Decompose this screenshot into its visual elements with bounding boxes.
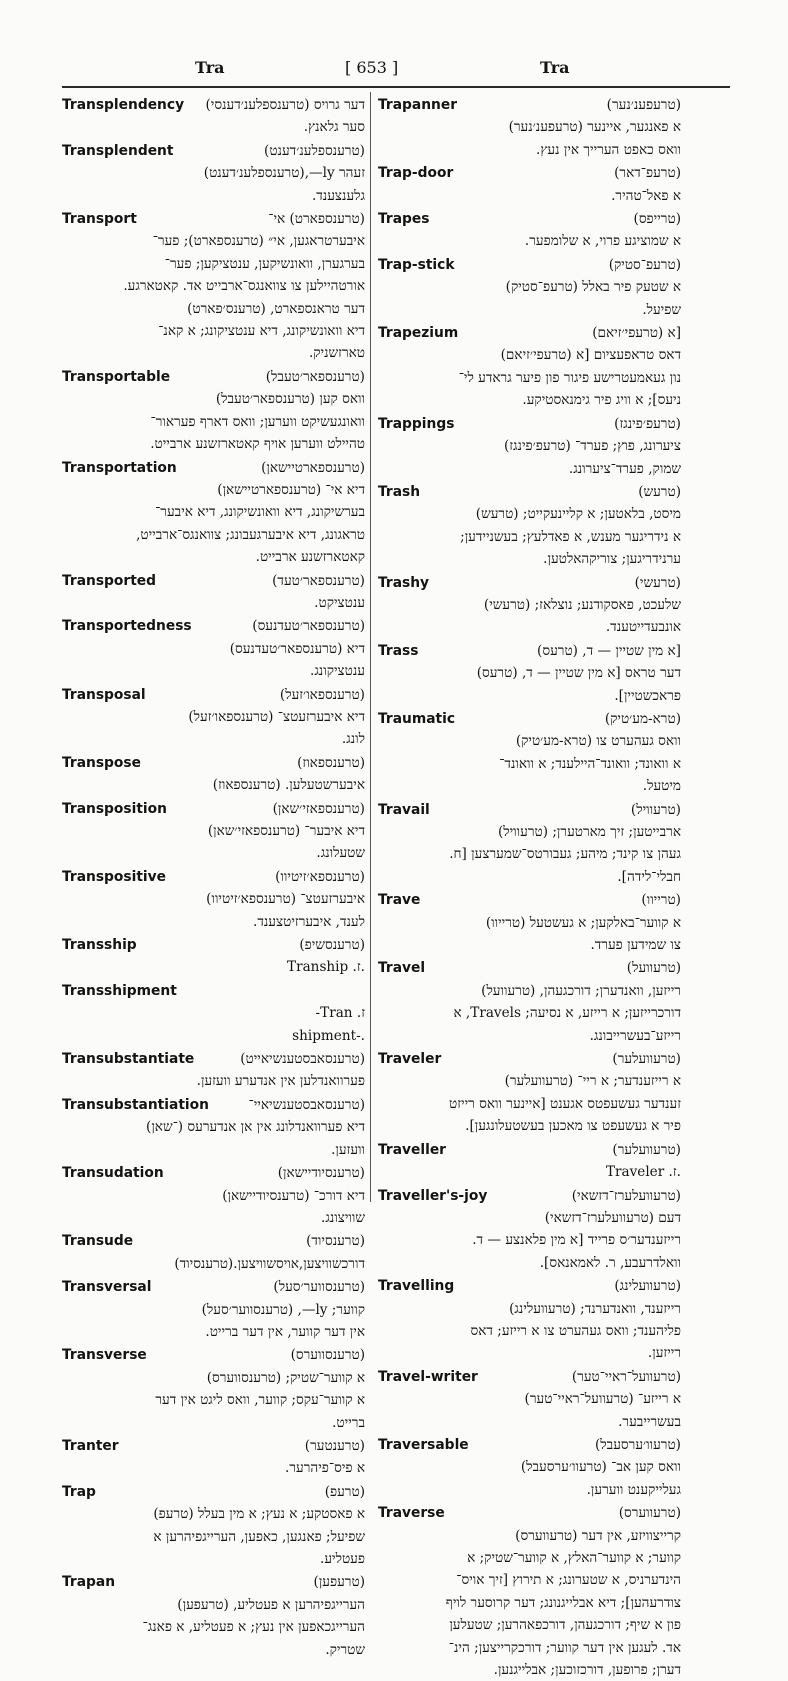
entry-definition-line: א פיס־פיהרער. — [285, 1460, 365, 1477]
entry-definition-line: .-shipment — [292, 1027, 365, 1044]
entry-first-line — [378, 1048, 681, 1070]
entry-headword: Transship — [62, 937, 137, 954]
entry-pronunciation: (טרענספאר׳טעד) — [272, 572, 365, 589]
entry-definition-line: קווער; ly—, (טרענסווער׳סעל) — [201, 1301, 365, 1318]
entry-headword: Transpositive — [62, 868, 167, 885]
entry-first-line — [62, 684, 365, 706]
entry-definition-line: דיא (טרענספאר׳טעדנעס) — [229, 640, 365, 657]
entry-pronunciation: (טרענסאבסטענשיאיי־ — [248, 1096, 365, 1113]
entry-headword: Transportable — [62, 368, 171, 385]
entry-first-line — [378, 708, 681, 730]
entry-pronunciation: (טרענטער) — [304, 1437, 365, 1454]
entry-definition-line: וואלדרעבע, ר. לאמאנאס]. — [539, 1254, 681, 1271]
entry-definition-line: אד. לעגען אין דער קווער; דורכקרייצען; הינ־ — [448, 1639, 681, 1656]
entry-definition-line: טראגונג, דיא איבערגעבונג; צוואנגס־ארבייט, — [136, 526, 365, 543]
entry-definition-line: חבלי־לידה]. — [617, 868, 681, 885]
entry-pronunciation: (טרענסאבסטענשיאייט) — [240, 1051, 365, 1068]
entry-pronunciation: (טרענספארט) אי־ — [268, 211, 365, 228]
dictionary-entry — [62, 1571, 365, 1661]
dictionary-entry — [378, 1366, 681, 1433]
dictionary-entry — [62, 615, 365, 682]
entry-pronunciation: (טרעש) — [638, 483, 681, 500]
entry-headword: Trap-stick — [378, 256, 455, 273]
entry-definition-line: דאס טראפעציום [א (טרעפי׳זיאם) — [500, 347, 681, 364]
entry-headword: Traveller — [378, 1141, 446, 1158]
entry-definition-line: וואס קען (טרענספאר׳טעבל) — [215, 391, 365, 408]
dictionary-entry — [378, 708, 681, 798]
entry-definition-line: ניעס]; א וויג פיר גימנאסטיקע. — [522, 392, 681, 409]
entry-first-line — [378, 1434, 681, 1456]
entry-first-line — [378, 572, 681, 594]
dictionary-entry — [62, 1162, 365, 1229]
entry-definition-line: דיא אי־ (טרענספארטיישאן) — [217, 481, 365, 498]
entry-definition-line: זענדער געשעפטס אגענט [איינער וואס רייזט — [449, 1095, 681, 1112]
entry-definition-line: וואס כאפט הערייך אין נעץ. — [536, 141, 681, 158]
entry-pronunciation: (טרענספאזי׳שאן) — [272, 800, 365, 817]
entry-first-line — [62, 934, 365, 956]
entry-headword: Trass — [378, 642, 419, 659]
entry-headword: Transubstantiation — [62, 1096, 209, 1113]
dictionary-entry — [62, 1048, 365, 1093]
entry-definition-line: וועזען. — [331, 1141, 365, 1158]
entry-definition-line: דער טראס [א מין שטיין — ד, (טרעס) — [476, 665, 681, 682]
right-column — [378, 94, 681, 1679]
dictionary-entry — [378, 1139, 681, 1184]
header-guide-word-left: Tra — [195, 58, 225, 77]
entry-definition-line: דער טראנספארט, (טרענס׳פארט) — [187, 300, 365, 317]
entry-first-line — [62, 1481, 365, 1503]
entry-definition-line: א פאל־טהיר. — [611, 187, 681, 204]
entry-headword: Traumatic — [378, 710, 456, 727]
dictionary-entry — [62, 866, 365, 933]
entry-headword: Transshipment — [62, 982, 177, 999]
entry-definition-line: דורכשוויצען,אויסשוויצען.(טרענסיוד) — [174, 1255, 365, 1272]
entry-first-line — [62, 752, 365, 774]
left-column — [62, 94, 365, 1658]
dictionary-entry — [62, 798, 365, 865]
entry-definition-line: פערוואנדלען אין אנדערע וועזען. — [196, 1073, 365, 1090]
entry-headword: Trap-door — [378, 165, 454, 182]
dictionary-entry — [378, 94, 681, 161]
entry-headword: Trapes — [378, 211, 430, 228]
entry-first-line — [62, 866, 365, 888]
entry-definition-line: געלייקענט ווערען. — [586, 1481, 681, 1498]
dictionary-entry — [62, 1094, 365, 1161]
entry-headword: Trashy — [378, 574, 430, 591]
entry-first-line — [378, 322, 681, 344]
dictionary-entry — [62, 94, 365, 139]
entry-first-line — [62, 94, 365, 116]
entry-pronunciation: (טרענספאוז) — [297, 754, 365, 771]
dictionary-entry — [378, 572, 681, 639]
entry-definition-line: א קווער־באלקען; א געשטעל (טרייוו) — [485, 914, 681, 931]
entry-headword: Transport — [62, 211, 137, 228]
entry-headword: Trappings — [378, 415, 455, 432]
entry-definition-line: פעטליע. — [320, 1551, 365, 1567]
entry-definition-line: גלענצענד. — [311, 187, 365, 204]
entry-first-line — [378, 413, 681, 435]
entry-headword: Transplendent — [62, 142, 174, 159]
entry-headword: Trash — [378, 483, 421, 500]
entry-pronunciation: דער גרויס (טרענספלענ׳דענסי) — [205, 97, 365, 113]
entry-first-line — [378, 957, 681, 979]
entry-pronunciation: (טרענסיודיישאן) — [277, 1165, 365, 1182]
entry-definition-line: אורטהיילען צו צוואנגס־ארבייט אד. קאטארגע. — [123, 278, 365, 295]
entry-definition-line: וואונגעשיקט ווערען; וואס דארף פעראור־ — [150, 413, 365, 430]
entry-headword: Transpose — [62, 754, 141, 771]
entry-first-line — [62, 208, 365, 230]
entry-definition-line: דורכרייזען; א רייזע, א נסיעה; Travels, א — [453, 1005, 681, 1022]
entry-headword: Travel — [378, 960, 426, 977]
entry-definition-line: פון א שיף; דורכגעהן, דורכפאהרען; שטעלען — [449, 1617, 681, 1634]
entry-pronunciation: (טרעוו׳ערסעבל) — [595, 1436, 681, 1453]
entry-headword: Trapan — [62, 1574, 116, 1591]
dictionary-entry — [378, 162, 681, 207]
entry-definition-line: דיא איבער־ (טרענספאזי׳שאן) — [207, 823, 365, 839]
entry-definition-line: א פאסטקע; א נעץ; א מין בעלל (טרעפ) — [153, 1506, 365, 1523]
entry-definition-line: מיסט, בלאטען; א קליינעקייט; (טרעש) — [475, 506, 681, 523]
entry-definition-line: טהיילט ווערען אויף קאטארזשנע ארבייט. — [150, 436, 365, 453]
entry-definition-line: אונבעדייטענד. — [605, 619, 681, 636]
entry-definition-line: שלעכט, פאסקודנע; נוצלאז; (טרעשי) — [483, 596, 681, 613]
header-rule — [62, 86, 730, 88]
entry-first-line — [62, 1048, 365, 1070]
entry-first-line — [62, 1162, 365, 1184]
dictionary-entry — [378, 640, 681, 707]
entry-headword: Trave — [378, 892, 421, 909]
entry-definition-line: טארזשניק. — [308, 345, 365, 362]
entry-headword: Transportedness — [62, 618, 192, 635]
entry-pronunciation: (טרעפ׳פינגז) — [614, 415, 681, 432]
entry-definition-line: לונג. — [341, 731, 365, 748]
entry-first-line — [378, 481, 681, 503]
entry-pronunciation: (טרענסווערס) — [290, 1347, 365, 1364]
entry-headword: Transverse — [62, 1347, 147, 1364]
entry-first-line — [62, 1344, 365, 1366]
entry-pronunciation: (טרענסיוד) — [306, 1233, 365, 1250]
entry-first-line — [378, 94, 681, 116]
entry-pronunciation: (טרענספאר׳טעדנעס) — [252, 618, 365, 635]
entry-first-line — [62, 615, 365, 637]
entry-pronunciation: (טרענספא׳זיטיוו) — [275, 868, 365, 885]
entry-definition-line: א וואונד; וואונד־היילענד; א וואונד־ — [499, 755, 681, 772]
entry-first-line — [62, 457, 365, 479]
entry-definition-line: אין דער קווער, אין דער ברייט. — [205, 1323, 365, 1340]
header-guide-word-right: Tra — [540, 58, 570, 77]
entry-definition-line: קאטארזשנע ארבייט. — [255, 549, 365, 566]
entry-definition-line: א קווער־עקס; קווער, וואס ליגט אין דער — [155, 1392, 365, 1409]
entry-definition-line: סער גלאנץ. — [303, 119, 365, 136]
entry-first-line — [378, 1366, 681, 1388]
column-divider — [370, 92, 371, 1202]
entry-headword: Transportation — [62, 459, 177, 476]
entry-headword: Trapezium — [378, 325, 459, 342]
dictionary-entry — [62, 684, 365, 751]
dictionary-entry — [378, 889, 681, 956]
entry-first-line — [378, 208, 681, 230]
entry-pronunciation: (טרעוועלערז־דזשאי) — [571, 1187, 681, 1204]
entry-first-line — [62, 1571, 365, 1593]
entry-pronunciation: [א (טרעפי׳זיאם) — [592, 325, 681, 342]
entry-definition-line: שפיעל. — [642, 301, 681, 318]
dictionary-entry — [62, 1276, 365, 1343]
entry-definition-line: געהן צו קינד; מיהע; געבורטס־שמערצען [ח. — [449, 846, 681, 863]
entry-headword: Transubstantiate — [62, 1051, 195, 1068]
entry-first-line — [378, 889, 681, 911]
entry-headword: Transudation — [62, 1165, 164, 1182]
entry-definition-line: א נידריגער מענש, א פאדלעץ; בעשניידען; — [460, 528, 681, 545]
dictionary-entry — [378, 1502, 681, 1681]
entry-definition-line: דיא פערוואנדלונג אין אן אנדערעס (־שאן) — [146, 1119, 365, 1136]
entry-pronunciation: (טרעוועלינג) — [614, 1278, 681, 1295]
entry-headword: Transplendency — [62, 97, 185, 113]
entry-pronunciation: (טרענסשיפ) — [299, 937, 365, 954]
entry-headword: Trap — [62, 1483, 96, 1500]
entry-pronunciation: (טרעפענ׳נער) — [606, 97, 681, 113]
entry-definition-line: שטריק. — [325, 1641, 365, 1658]
entry-headword: Transposal — [62, 686, 146, 703]
entry-definition-line: זעהר ly—,(טרענספלענ׳דענט) — [203, 165, 365, 182]
entry-definition-line: דיא וואונשיקונג, דיא ענטציקונג; א קאנ־ — [158, 323, 365, 340]
entry-definition-line: רייזען, וואנדערן; דורכגעהן, (טרעוועל) — [481, 982, 681, 999]
dictionary-entry — [62, 1344, 365, 1434]
entry-first-line — [378, 162, 681, 184]
entry-first-line — [62, 140, 365, 162]
entry-definition-line: קרייצוויזע, אין דער (טרעווערס) — [515, 1527, 681, 1544]
entry-headword: Traveller's-joy — [378, 1187, 488, 1204]
dictionary-entry — [62, 1230, 365, 1275]
entry-definition-line: א פאנגער, איינער (טרעפענ׳נער) — [508, 119, 681, 136]
entry-definition-line: רייזענדער׳ס פרייד [א מין פלאנצע — ד. — [472, 1232, 681, 1249]
entry-definition-line: ציערונג, פוץ; פערד־ (טרעפ׳פינגז) — [503, 438, 681, 455]
entry-pronunciation: [א מין שטיין — ד, (טרעס) — [537, 642, 681, 659]
entry-definition-line: א שמוציגע פרוי, א שלומפער. — [524, 233, 681, 250]
entry-definition-line: פיר א געשעפט צו מאכען בעשטעלונגען]. — [465, 1118, 681, 1135]
entry-pronunciation: (טרעפען) — [313, 1574, 365, 1591]
entry-definition-line: רייזען. — [647, 1345, 681, 1362]
entry-definition-line: א קווער־שטיק; (טרענסווערס) — [206, 1369, 365, 1386]
dictionary-entry — [378, 957, 681, 1047]
entry-first-line — [62, 1435, 365, 1457]
entry-headword: Transported — [62, 572, 157, 589]
dictionary-entry — [378, 1048, 681, 1138]
entry-first-line — [378, 1502, 681, 1524]
entry-definition-line: דערן; פרופען, דורכזוכען; אבלייגנען. — [493, 1662, 681, 1679]
entry-definition-line: ערנידריגען; צוריקהאלטען. — [543, 551, 681, 568]
dictionary-entry — [62, 1435, 365, 1480]
entry-definition-line: א שטעק פיר באלל (טרעפ־סטיק) — [505, 279, 681, 296]
dictionary-entry — [62, 980, 365, 1047]
entry-definition-line: בערגערן, וואונשיקען, ענטציקען; פער־ — [164, 255, 365, 272]
dictionary-entry — [378, 413, 681, 480]
entry-pronunciation: (טרענספארטיישאן) — [261, 459, 365, 476]
entry-pronunciation: (טרייפס) — [633, 211, 681, 228]
dictionary-entry — [378, 208, 681, 253]
entry-headword: Travail — [378, 801, 430, 818]
entry-definition-line: נון געאמעטרישע פיגור פון פיער גראדע לי־ — [458, 369, 681, 386]
entry-headword: Traversable — [378, 1436, 469, 1453]
entry-first-line — [62, 1230, 365, 1252]
entry-pronunciation: (טרעוועל) — [626, 960, 681, 977]
dictionary-entry — [62, 570, 365, 615]
entry-definition-line: לענד, איבערזיטצענד. — [253, 913, 365, 930]
entry-definition-line: פראכשטיין]. — [614, 687, 681, 704]
entry-pronunciation: (טרעוועלער) — [612, 1051, 681, 1068]
entry-pronunciation: (טרייוו) — [641, 892, 681, 909]
entry-headword: Tranter — [62, 1437, 119, 1454]
page-number: [ 653 ] — [345, 58, 399, 77]
entry-definition-line: ברייט. — [332, 1414, 365, 1431]
entry-first-line — [62, 570, 365, 592]
entry-definition-line: צו שמידען פערד. — [590, 937, 681, 954]
entry-pronunciation: (טרעשי) — [634, 574, 681, 591]
entry-first-line — [62, 798, 365, 820]
entry-first-line — [378, 1275, 681, 1297]
entry-headword: Transude — [62, 1233, 134, 1250]
entry-pronunciation: (טרענסווער׳סעל) — [273, 1279, 365, 1296]
dictionary-entry — [378, 1185, 681, 1275]
entry-definition-line: .ז. Tranship — [287, 959, 365, 976]
entry-definition-line: ענטציקט. — [314, 594, 365, 611]
dictionary-entry — [62, 208, 365, 365]
entry-first-line — [62, 1276, 365, 1298]
running-header — [60, 58, 728, 84]
entry-definition-line: שפיעל; פאנגען, כאפען, הערייגפיהרען א — [153, 1528, 365, 1545]
entry-definition-line: איבערשטעלען. (טרענספאוז) — [212, 777, 365, 794]
entry-first-line — [378, 640, 681, 662]
entry-definition-line: דיא איבערזעטצ־ (טרענספאו׳זעל) — [188, 708, 365, 725]
entry-definition-line: פליהענד; וואס געהערט צו א רייזע; דאס — [470, 1322, 681, 1339]
entry-definition-line: רייזענד, וואנדערנד; (טרעוועלינג) — [509, 1300, 681, 1317]
entry-definition-line: רייזע־בעשרייבונג. — [589, 1027, 681, 1044]
dictionary-entry — [378, 322, 681, 412]
dictionary-entry — [62, 934, 365, 979]
entry-first-line — [378, 1139, 681, 1161]
entry-definition-line: הינדערניס, א שטערונג; א תירוץ [זיך אויס־ — [456, 1572, 681, 1589]
entry-definition-line: .ז. Traveler — [605, 1164, 681, 1181]
entry-definition-line: ארבייטען; זיך מארטערן; (טרעוויל) — [497, 824, 681, 840]
dictionary-entry — [378, 1275, 681, 1365]
entry-definition-line: א רייזענדער; א ריי־ (טרעוועלער) — [504, 1073, 681, 1090]
entry-first-line — [62, 980, 365, 1002]
entry-definition-line: קווער; א קווער־האלץ, א קווער־שטיק; א — [467, 1550, 681, 1566]
entry-pronunciation — [181, 980, 365, 1002]
entry-definition-line: שמוק, פערד־ציערונג. — [568, 460, 681, 477]
entry-definition-line: וואס געהערט צו (טרא-מע׳טיק) — [515, 733, 681, 750]
entry-pronunciation: (טרעפ) — [324, 1483, 365, 1500]
entry-definition-line: ענטציקונג. — [310, 663, 365, 680]
entry-headword: Traveler — [378, 1051, 442, 1068]
dictionary-entry — [62, 366, 365, 456]
dictionary-entry — [378, 1434, 681, 1501]
entry-definition-line: איבערזעטצ־ (טרענספא׳זיטיוו) — [206, 891, 365, 908]
entry-definition-line: ז. Tran- — [315, 1005, 365, 1022]
entry-definition-line: שטעלונג. — [316, 845, 365, 862]
entry-pronunciation: (טרעוויל) — [630, 801, 681, 818]
entry-definition-line: בערשיקונג, דיא וואונשיקונג, דיא איבער־ — [155, 504, 365, 521]
entry-pronunciation: (טרעפ־דאר) — [614, 165, 681, 182]
dictionary-entry — [378, 799, 681, 889]
entry-first-line — [378, 1185, 681, 1207]
dictionary-entry — [378, 254, 681, 321]
entry-pronunciation: (טרענספאר׳טעבל) — [265, 368, 365, 385]
entry-first-line — [378, 799, 681, 821]
entry-headword: Trapanner — [378, 97, 458, 113]
entry-pronunciation: (טרעוועלער) — [612, 1141, 681, 1158]
entry-pronunciation: (טרעפ־סטיק) — [608, 256, 681, 273]
entry-headword: Transversal — [62, 1279, 152, 1296]
entry-headword: Traverse — [378, 1505, 445, 1522]
entry-pronunciation: (טרענספלענ׳דענט) — [264, 142, 365, 159]
entry-first-line — [62, 366, 365, 388]
entry-first-line — [378, 254, 681, 276]
entry-pronunciation: (טרא-מע׳טיק) — [604, 710, 681, 727]
entry-definition-line: צודרעהען]; דיא אבלייגנונג; דער קרוסער לויף — [445, 1594, 681, 1611]
entry-pronunciation: (טרעווערס) — [618, 1505, 681, 1522]
entry-definition-line: הערייגכאפען אין נעץ; א פעטליע, א פאנג־ — [142, 1619, 365, 1636]
entry-definition-line: שוויצונג. — [321, 1209, 365, 1226]
entry-definition-line: הערייגפיהרען א פעטליע, (טרעפען) — [177, 1596, 365, 1613]
dictionary-entry — [62, 1481, 365, 1571]
entry-headword: Travel-writer — [378, 1368, 478, 1385]
entry-pronunciation: (טרענספאו׳זעל) — [279, 686, 365, 703]
dictionary-entry — [62, 140, 365, 207]
entry-headword: Travelling — [378, 1278, 455, 1295]
entry-definition-line: דעם (טרעוועלערז־דזשאי) — [544, 1209, 681, 1226]
entry-first-line — [62, 1094, 365, 1116]
dictionary-entry — [378, 481, 681, 571]
entry-pronunciation: (טרעוועל־ראיי־טער) — [571, 1368, 681, 1385]
dictionary-entry — [62, 457, 365, 569]
entry-headword: Transposition — [62, 800, 167, 817]
entry-definition-line: דיא דורכ־ (טרענסיודיישאן) — [222, 1187, 365, 1204]
entry-definition-line: א רייזע־ (טרעוועל־ראיי־טער) — [524, 1391, 681, 1408]
entry-definition-line: וואס קען אב־ (טרעוו׳ערסעבל) — [520, 1459, 681, 1476]
entry-definition-line: איבערטראגען, אי״ (טרענספארט); פער־ — [152, 233, 365, 250]
entry-definition-line: מיטעל. — [642, 778, 681, 795]
entry-definition-line: בעשרייבער. — [618, 1413, 681, 1430]
dictionary-entry — [62, 752, 365, 797]
